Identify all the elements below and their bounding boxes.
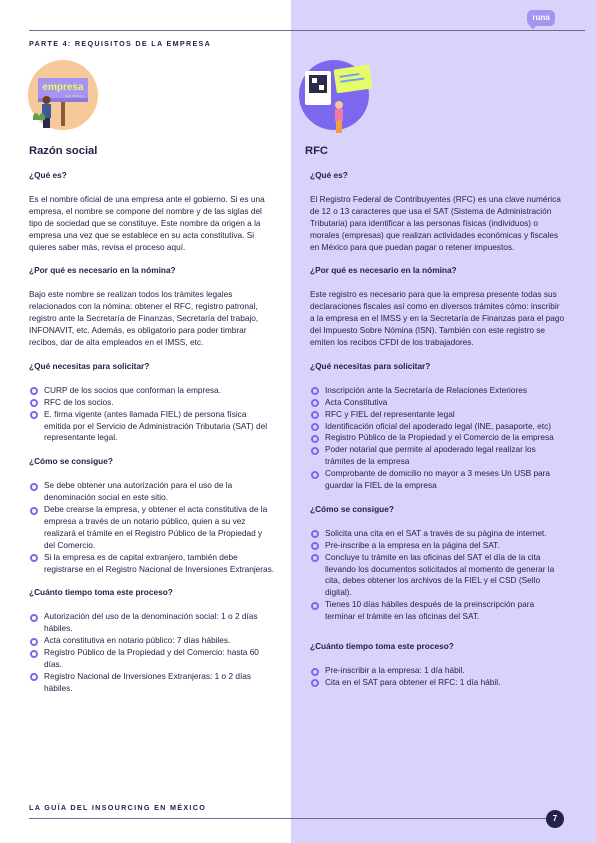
right-title: RFC xyxy=(305,145,328,157)
list-item: Comprobante de domicilio no mayor a 3 meses Un USB para guardar la FIEL de la empresa xyxy=(310,468,566,492)
list-item: Concluye tu trámite en las oficinas del SAT el día de la cita llevando los documentos solicitados al momento de generar la cita, debes obtener los archivos de la FIEL y el CSD (Sello digital). xyxy=(310,552,566,600)
footer-divider xyxy=(29,818,561,819)
left-column-razon-social xyxy=(29,145,275,707)
right-question-time: ¿Cuánto tiempo toma este proceso? xyxy=(310,641,454,652)
list-item: RFC y FIEL del representante legal xyxy=(310,409,566,421)
right-question-why: ¿Por qué es necesario en la nómina? xyxy=(310,265,457,276)
list-item: Registro Público de la Propiedad y el Comercio de la empresa xyxy=(310,432,566,444)
list-item: E. firma vigente (antes llamada FIEL) de persona física emitida por el Servicio de Administración Tributaria (SAT) del representante legal. xyxy=(29,409,275,445)
list-item: Solicita una cita en el SAT a través de su página de internet. xyxy=(310,528,566,540)
person-head xyxy=(335,101,343,109)
header-divider xyxy=(29,30,585,31)
left-how-list xyxy=(29,480,275,575)
section-label: PARTE 4: REQUISITOS DE LA EMPRESA xyxy=(29,39,212,48)
person-legs xyxy=(336,121,342,133)
list-item: Autorización del uso de la denominación social: 1 o 2 días hábiles. xyxy=(29,611,275,635)
sign-text: empresa xyxy=(42,82,84,93)
left-question-what: ¿Qué es? xyxy=(29,170,67,180)
brand-logo: runa xyxy=(527,10,555,26)
list-item: RFC de los socios. xyxy=(29,397,275,409)
company-sign-illustration xyxy=(28,60,98,130)
page-number-badge: 7 xyxy=(546,810,564,828)
left-time-list xyxy=(29,611,275,694)
right-how-list xyxy=(310,528,566,623)
list-item: Acta constitutiva en notario público: 7 días hábiles. xyxy=(29,635,275,647)
footer-guide-label: LA GUÍA DEL INSOURCING EN MÉXICO xyxy=(29,803,207,812)
sign-subtext: s.a. de c.v. xyxy=(65,94,83,98)
list-item: Debe crearse la empresa, y obtener el acta constitutiva de la empresa a través de un notario público, quien a su vez realizará el trámite en el Registro Público de la Propiedad y del Comercio. xyxy=(29,504,275,552)
qr-code xyxy=(309,75,327,93)
right-what-text: El Registro Federal de Contribuyentes (RFC) es una clave numérica de 12 o 13 caracteres que usa el SAT (Sistema de Administración Tributaria) para identificar a las personas físicas (individuos) o morales (empresas) que realizan actividades económicas y fiscales en México para que puedan pagar o retener impuestos. xyxy=(310,193,561,252)
list-item: Registro Nacional de Inversiones Extranjeras: 1 o 2 días hábiles. xyxy=(29,671,275,695)
list-item: Acta Constitutiva xyxy=(310,397,566,409)
right-time-list xyxy=(310,665,566,689)
right-question-need: ¿Qué necesitas para solicitar? xyxy=(310,360,431,371)
rfc-card-illustration xyxy=(299,59,373,135)
right-question-how: ¿Cómo se consigue? xyxy=(310,503,394,514)
left-question-why: ¿Por qué es necesario en la nómina? xyxy=(29,265,176,276)
right-column-rfc xyxy=(305,145,566,701)
list-item: Poder notarial que permite al apoderado legal realizar los trámites de la empresa xyxy=(310,444,566,468)
right-why-text: Este registro es necesario para que la empresa presente todas sus declaraciones fiscales así como en diversos trámites cómo: inscribir a la empresa en el IMSS y en la Secretaría de Finanzas para el pago del Impuesto Sobre Nómina (ISN). También con este registro se emiten los recibos CFDI de los trabajadores. xyxy=(310,289,565,347)
list-item: Si la empresa es de capital extranjero, también debe registrarse en el Registro Nacional de Inversiones Extranjeras. xyxy=(29,552,275,576)
sign-post xyxy=(61,100,65,126)
list-item: CURP de los socios que conforman la empresa. xyxy=(29,385,275,397)
left-why-text: Bajo este nombre se realizan todos los trámites legales relacionados con la nómina: obtener el RFC, registro patronal, registro ante la Secretaría de Finanzas, Secretaría del trabajo, INFONAVIT, etc. Además, es obligatorio para poder timbrar recibos, dar de alta empleados en el IMSS, etc. xyxy=(29,289,259,347)
left-question-time: ¿Cuánto tiempo toma este proceso? xyxy=(29,587,173,598)
list-item: Inscripción ante la Secretaría de Relaciones Exteriores xyxy=(310,385,566,397)
list-item: Pre-inscribir a la empresa: 1 día hábil. xyxy=(310,665,566,677)
worker-head xyxy=(43,96,51,104)
left-what-text: Es el nombre oficial de una empresa ante el gobierno. Si es una empresa, el nombre se compone del nombre y de las siglas del tipo de sociedad que se constituye. Este nombre da origen a la empresa una vez que se establece en su acta constitutiva. Si quieres saber más, revisa el proceso aquí. xyxy=(29,193,265,252)
list-item: Tienes 10 días hábiles después de la preinscripción para terminar el trámite en las oficinas del SAT. xyxy=(310,599,566,623)
list-item: Cita en el SAT para obtener el RFC: 1 día hábil. xyxy=(310,677,566,689)
right-question-what: ¿Qué es? xyxy=(310,170,348,180)
person-body xyxy=(335,109,343,121)
qr-code-inner xyxy=(312,78,317,83)
list-item: Identificación oficial del apoderado legal (INE, pasaporte, etc) xyxy=(310,421,566,433)
list-item: Se debe obtener una autorización para el uso de la denominación social en este sitio. xyxy=(29,480,275,504)
left-need-list xyxy=(29,385,275,445)
left-title: Razón social xyxy=(29,145,98,157)
right-need-list xyxy=(310,385,566,492)
list-item: Registro Público de la Propiedad y del Comercio: hasta 60 días. xyxy=(29,647,275,671)
list-item: Pre-inscribe a la empresa en la página del SAT. xyxy=(310,540,566,552)
left-question-how: ¿Cómo se consigue? xyxy=(29,456,113,467)
left-question-need: ¿Qué necesitas para solicitar? xyxy=(29,360,150,371)
qr-code-inner-2 xyxy=(319,85,324,90)
